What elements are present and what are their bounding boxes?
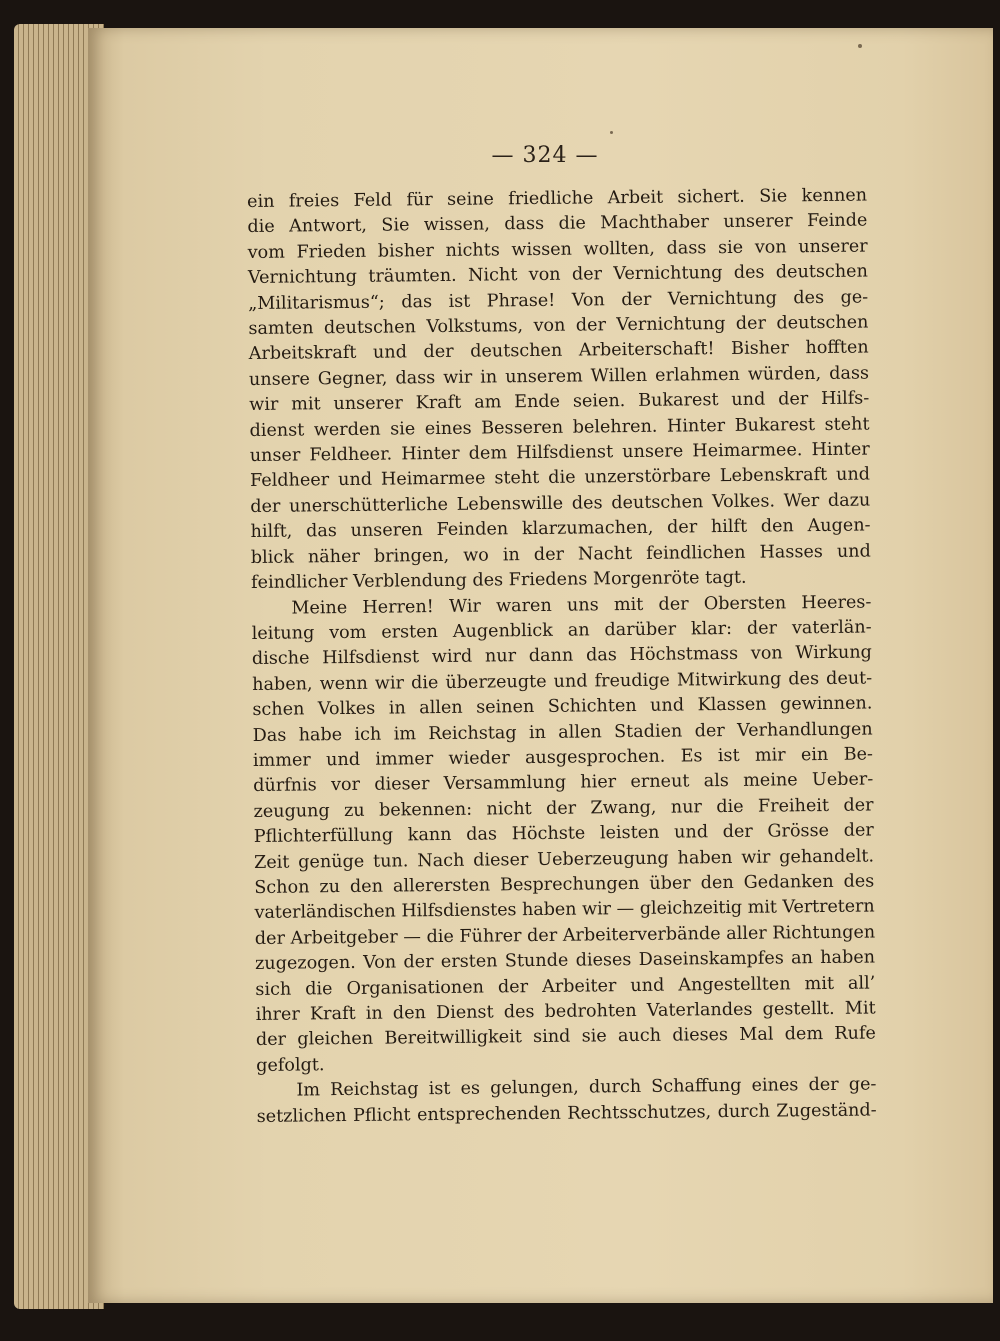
- text-line: samten deutschen Volkstums, von der Vernichtung der deutschen: [248, 312, 869, 340]
- speck: [610, 131, 613, 134]
- text-line: Feldheer und Heimarmee steht die unzerstörbare Lebenskraft und: [249, 464, 871, 492]
- text-line: der Arbeitgeber — die Führer der Arbeiterverbände aller Richtungen: [254, 922, 876, 949]
- text-line: wir mit unserer Kraft am Ende seien. Bukarest und der Hilfs-: [249, 388, 870, 416]
- paragraph-1: [247, 184, 871, 597]
- text-line: Schon zu den allerersten Besprechungen über den Gedanken des: [254, 871, 875, 898]
- text-line: zeugung zu bekennen: nicht der Zwang, nur die Freiheit der: [253, 795, 874, 822]
- speck: [858, 44, 862, 48]
- paragraph-3: [256, 1073, 876, 1130]
- text-line: setzlichen Pflicht entsprechenden Rechtsschutzes, durch Zugeständ-: [256, 1100, 877, 1127]
- text-line: Zeit genüge tun. Nach dieser Ueberzeugung haben wir gehandelt.: [253, 846, 875, 873]
- text-line: haben, wenn wir die überzeugte und freudige Mitwirkung des deut-: [252, 668, 873, 695]
- text-line: die Antwort, Sie wissen, dass die Machthaber unserer Feinde: [247, 210, 868, 238]
- text-line: dienst werden sie eines Besseren belehren. Hinter Bukarest steht: [249, 414, 870, 441]
- text-line: hilft, das unseren Feinden klarzumachen, der hilft den Augen-: [250, 515, 871, 543]
- text-line: Pflichterfüllung kann das Höchste leisten und der Grösse der: [253, 820, 874, 848]
- paragraph-2: [251, 590, 876, 1079]
- text-line: immer und immer wieder ausgesprochen. Es ist mir ein Be-: [252, 744, 874, 771]
- text-line: dürfnis vor dieser Versammlung hier erneut als meine Ueber-: [253, 769, 874, 797]
- text-line: zugezogen. Von der ersten Stunde dieses Daseinskampfes an haben: [255, 947, 876, 975]
- text-line: ihrer Kraft in den Dienst des bedrohten Vaterlandes gestellt. Mit: [255, 998, 876, 1025]
- text-line: Vernichtung träumten. Nicht von der Vernichtung des deutschen: [247, 261, 868, 289]
- text-line: leitung vom ersten Augenblick an darüber klar: der vaterlän-: [251, 617, 872, 644]
- text-line: sich die Organisationen der Arbeiter und Angestellten mit all’: [255, 973, 876, 1000]
- text-line: gefolgt.: [256, 1055, 325, 1076]
- page-number: — 324 —: [491, 143, 599, 168]
- text-line: „Militarismus“; das ist Phrase! Von der Vernichtung des ge-: [248, 287, 869, 314]
- text-line: Im Reichstag ist es gelungen, durch Schaffung eines der ge-: [296, 1074, 877, 1101]
- body-text: [247, 184, 877, 1130]
- text-line: Das habe ich im Reichstag in allen Stadien der Verhandlungen: [252, 719, 873, 746]
- text-line: unser Feldheer. Hinter dem Hilfsdienst unsere Heimarmee. Hinter: [249, 439, 870, 467]
- text-line: Arbeitskraft und der deutschen Arbeiterschaft! Bisher hofften: [248, 337, 869, 365]
- text-line: ein freies Feld für seine friedliche Arbeit sichert. Sie kennen: [247, 185, 868, 212]
- text-line: vom Frieden bisher nichts wissen wollten, dass sie von unserer: [247, 236, 868, 263]
- text-line: der gleichen Bereitwilligkeit sind sie auch dieses Mal dem Rufe: [255, 1023, 876, 1051]
- text-line: vaterländischen Hilfsdienstes haben wir — gleichzeitig mit Vertretern: [254, 896, 875, 924]
- text-line: Meine Herren! Wir waren uns mit der Obersten Heeres-: [291, 591, 872, 619]
- text-line: der unerschütterliche Lebenswille des deutschen Volkes. Wer dazu: [250, 490, 871, 517]
- text-line: schen Volkes in allen seinen Schichten und Klassen gewinnen.: [252, 693, 873, 721]
- text-line: unsere Gegner, dass wir in unserem Willen erlahmen würden, dass: [248, 363, 870, 390]
- text-line: dische Hilfsdienst wird nur dann das Höchstmass von Wirkung: [251, 642, 872, 670]
- text-line: blick näher bringen, wo in der Nacht feindlichen Hasses und: [250, 541, 871, 568]
- text-line: feindlicher Verblendung des Friedens Morgenröte tagt.: [251, 567, 747, 594]
